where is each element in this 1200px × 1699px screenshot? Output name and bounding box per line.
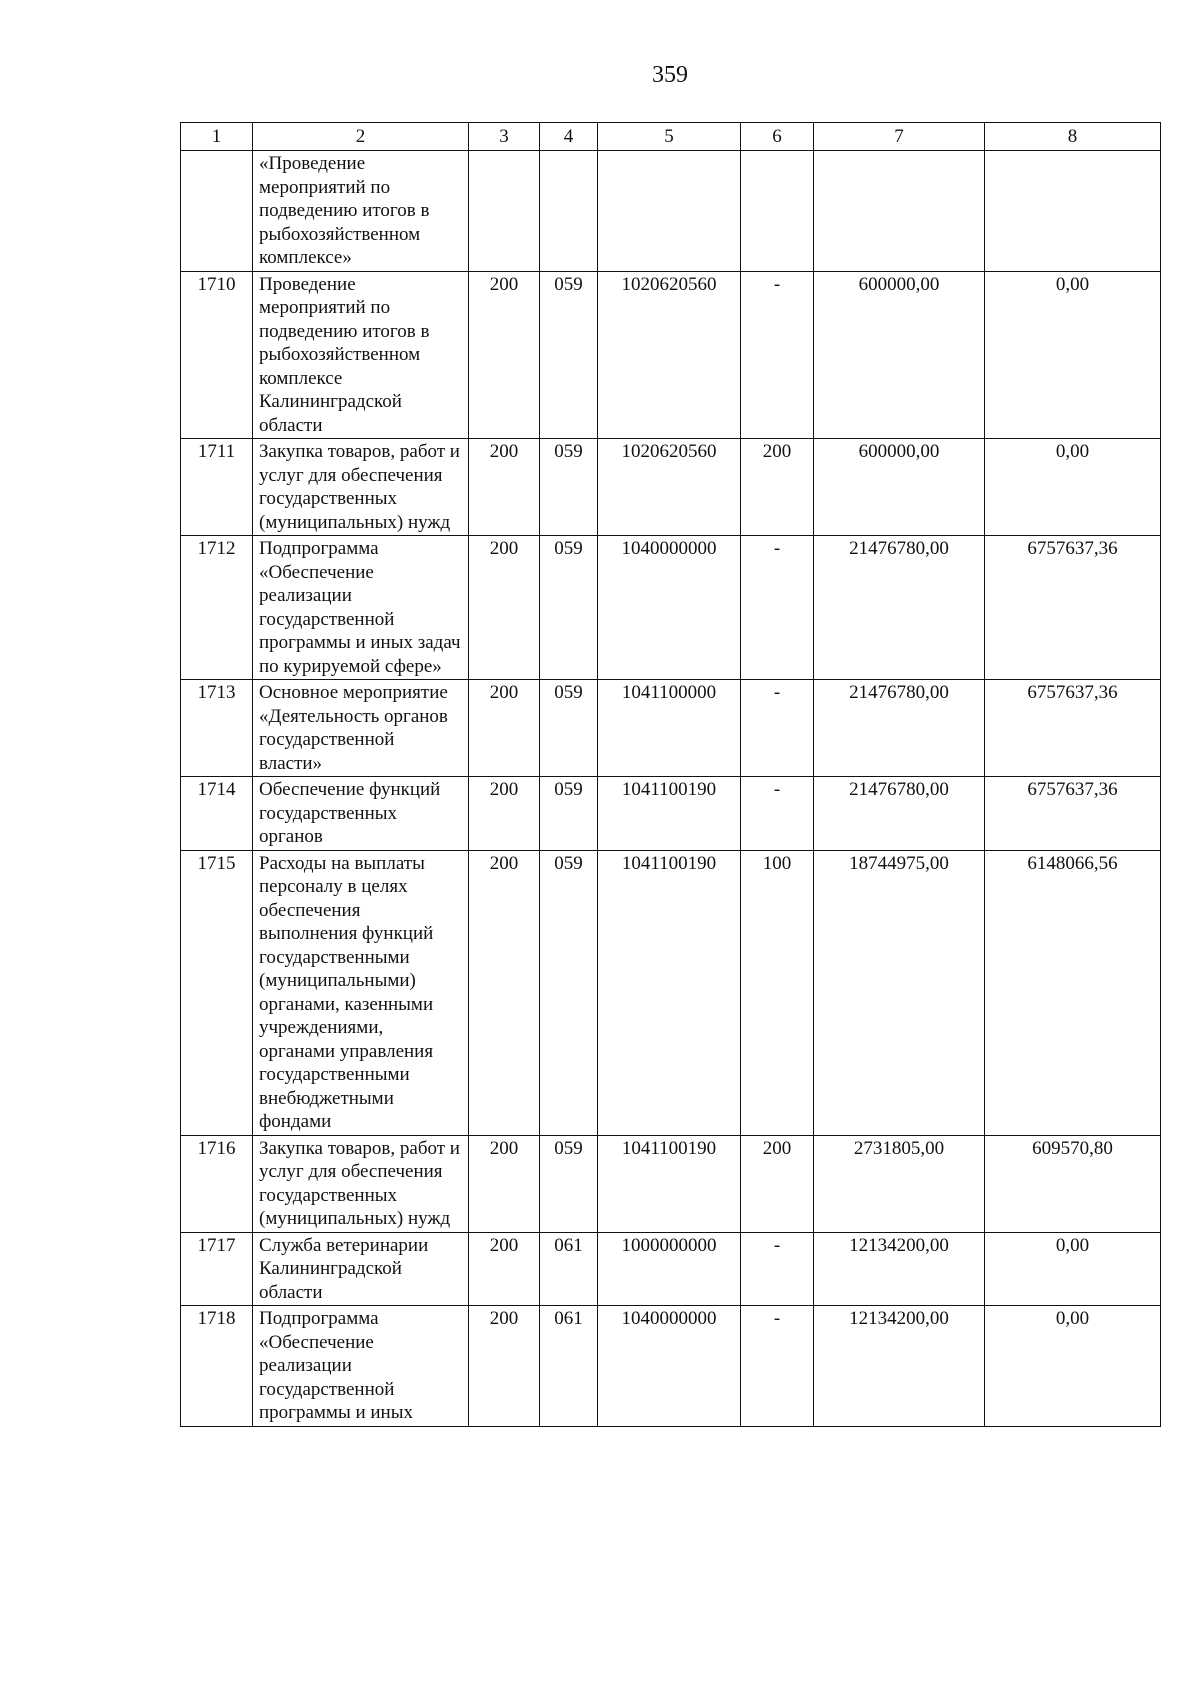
item-name-cell: Проведение мероприятий по подведению итогов в рыбохозяйственном комплексе Калининградской области (253, 271, 469, 439)
row-number-cell: 1712 (181, 536, 253, 680)
table-row (181, 439, 1161, 536)
column-4-cell: 059 (540, 1135, 598, 1232)
column-7-cell: 600000,00 (814, 439, 985, 536)
row-number-cell: 1715 (181, 850, 253, 1135)
column-8-cell: 6757637,36 (985, 536, 1161, 680)
column-header: 2 (253, 123, 469, 151)
table-row (181, 1135, 1161, 1232)
column-6-cell: - (741, 1232, 814, 1306)
column-3-cell: 200 (469, 1306, 540, 1427)
table-row (181, 777, 1161, 851)
column-5-cell: 1041100190 (598, 1135, 741, 1232)
column-5-cell (598, 151, 741, 272)
item-name-cell: Подпрограмма «Обеспечение реализации государственной программы и иных задач по курируемой сфере» (253, 536, 469, 680)
column-6-cell: 100 (741, 850, 814, 1135)
column-4-cell: 059 (540, 271, 598, 439)
column-6-cell: 200 (741, 1135, 814, 1232)
column-7-cell: 12134200,00 (814, 1306, 985, 1427)
column-4-cell: 061 (540, 1306, 598, 1427)
column-8-cell: 6757637,36 (985, 680, 1161, 777)
column-6-cell (741, 151, 814, 272)
column-3-cell: 200 (469, 271, 540, 439)
column-5-cell: 1020620560 (598, 271, 741, 439)
column-6-cell: 200 (741, 439, 814, 536)
column-7-cell (814, 151, 985, 272)
item-name-cell: Обеспечение функций государственных органов (253, 777, 469, 851)
column-4-cell: 059 (540, 536, 598, 680)
column-5-cell: 1041100000 (598, 680, 741, 777)
column-8-cell: 0,00 (985, 439, 1161, 536)
column-header: 4 (540, 123, 598, 151)
row-number-cell: 1711 (181, 439, 253, 536)
column-3-cell: 200 (469, 680, 540, 777)
column-3-cell: 200 (469, 850, 540, 1135)
column-8-cell: 0,00 (985, 1306, 1161, 1427)
row-number-cell: 1717 (181, 1232, 253, 1306)
row-number-cell: 1710 (181, 271, 253, 439)
table-row (181, 1306, 1161, 1427)
row-number-cell (181, 151, 253, 272)
row-number-cell: 1714 (181, 777, 253, 851)
column-6-cell: - (741, 1306, 814, 1427)
column-3-cell: 200 (469, 439, 540, 536)
column-7-cell: 18744975,00 (814, 850, 985, 1135)
item-name-cell: Закупка товаров, работ и услуг для обеспечения государственных (муниципальных) нужд (253, 439, 469, 536)
column-header: 7 (814, 123, 985, 151)
column-header: 8 (985, 123, 1161, 151)
table-row (181, 850, 1161, 1135)
column-4-cell: 059 (540, 777, 598, 851)
column-4-cell: 059 (540, 439, 598, 536)
column-4-cell (540, 151, 598, 272)
table-row (181, 271, 1161, 439)
column-5-cell: 1040000000 (598, 536, 741, 680)
column-6-cell: - (741, 680, 814, 777)
column-7-cell: 12134200,00 (814, 1232, 985, 1306)
column-5-cell: 1041100190 (598, 777, 741, 851)
column-7-cell: 2731805,00 (814, 1135, 985, 1232)
row-number-cell: 1713 (181, 680, 253, 777)
column-7-cell: 21476780,00 (814, 536, 985, 680)
column-5-cell: 1040000000 (598, 1306, 741, 1427)
column-5-cell: 1020620560 (598, 439, 741, 536)
column-4-cell: 059 (540, 680, 598, 777)
item-name-cell: Закупка товаров, работ и услуг для обеспечения государственных (муниципальных) нужд (253, 1135, 469, 1232)
column-8-cell: 0,00 (985, 271, 1161, 439)
column-5-cell: 1041100190 (598, 850, 741, 1135)
column-3-cell: 200 (469, 1232, 540, 1306)
item-name-cell: Служба ветеринарии Калининградской области (253, 1232, 469, 1306)
item-name-cell: Основное мероприятие «Деятельность органов государственной власти» (253, 680, 469, 777)
page-number: 359 (652, 62, 688, 88)
column-header: 6 (741, 123, 814, 151)
item-name-cell: Расходы на выплаты персоналу в целях обеспечения выполнения функций государственными (муниципальными) органами, казенными учреждениями, органами управления государственными внебюджетными фондами (253, 850, 469, 1135)
table-row (181, 1232, 1161, 1306)
table-row (181, 680, 1161, 777)
column-4-cell: 061 (540, 1232, 598, 1306)
column-5-cell: 1000000000 (598, 1232, 741, 1306)
column-6-cell: - (741, 777, 814, 851)
table-header-row (181, 123, 1161, 151)
item-name-cell: Подпрограмма «Обеспечение реализации государственной программы и иных (253, 1306, 469, 1427)
row-number-cell: 1718 (181, 1306, 253, 1427)
column-8-cell: 0,00 (985, 1232, 1161, 1306)
column-3-cell: 200 (469, 536, 540, 680)
budget-table (180, 122, 1161, 1427)
column-header: 1 (181, 123, 253, 151)
column-7-cell: 600000,00 (814, 271, 985, 439)
column-header: 5 (598, 123, 741, 151)
column-8-cell (985, 151, 1161, 272)
column-6-cell: - (741, 271, 814, 439)
column-8-cell: 6148066,56 (985, 850, 1161, 1135)
column-3-cell: 200 (469, 777, 540, 851)
column-7-cell: 21476780,00 (814, 680, 985, 777)
column-6-cell: - (741, 536, 814, 680)
column-4-cell: 059 (540, 850, 598, 1135)
column-3-cell (469, 151, 540, 272)
column-8-cell: 609570,80 (985, 1135, 1161, 1232)
column-header: 3 (469, 123, 540, 151)
row-number-cell: 1716 (181, 1135, 253, 1232)
column-8-cell: 6757637,36 (985, 777, 1161, 851)
item-name-cell: «Проведение мероприятий по подведению итогов в рыбохозяйственном комплексе» (253, 151, 469, 272)
table-row (181, 536, 1161, 680)
column-3-cell: 200 (469, 1135, 540, 1232)
table-row (181, 151, 1161, 272)
column-7-cell: 21476780,00 (814, 777, 985, 851)
